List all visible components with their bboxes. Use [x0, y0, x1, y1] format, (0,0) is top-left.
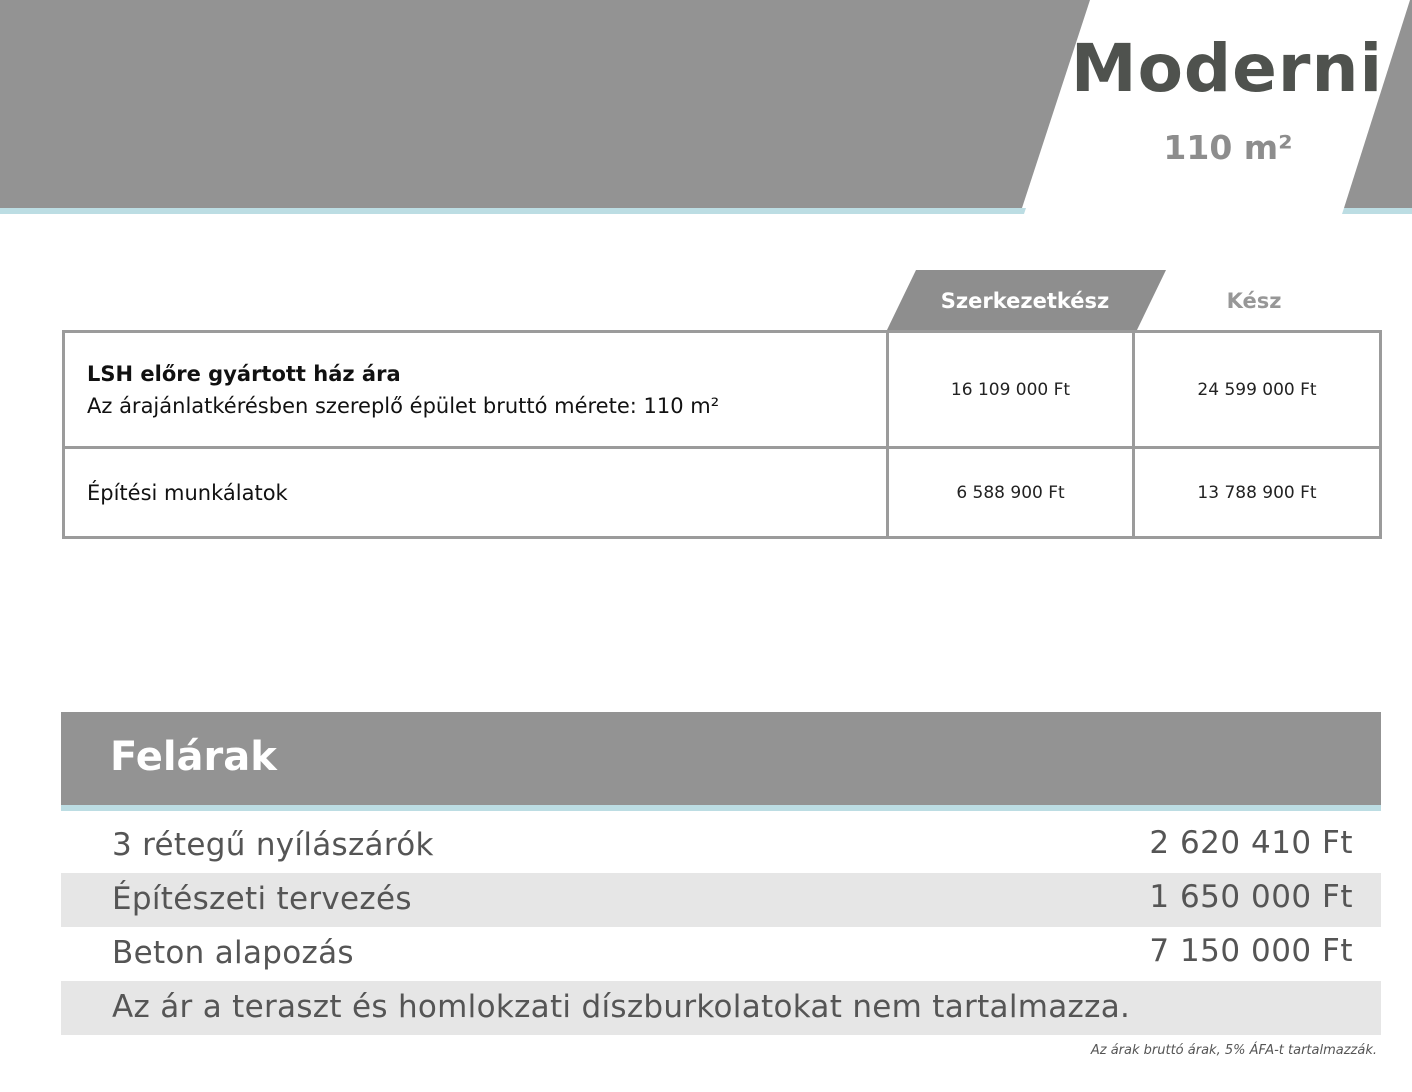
banner-left-shape — [0, 0, 1090, 208]
column-header-ready: Kész — [1226, 289, 1282, 313]
table-row — [64, 448, 1381, 538]
vat-footnote: Az árak bruttó árak, 5% ÁFA-t tartalmazzák. — [1090, 1043, 1377, 1058]
construction-work-label: Építési munkálatok — [64, 448, 888, 538]
construction-price-structural: 6 588 900 Ft — [888, 448, 1134, 538]
surcharge-row — [61, 819, 1381, 873]
construction-price-ready: 13 788 900 Ft — [1134, 448, 1381, 538]
surcharges-title: Felárak — [110, 734, 277, 780]
surcharge-note: Az ár a teraszt és homlokzati díszburkolatokat nem tartalmazza. — [112, 989, 1131, 1025]
surcharge-value: 2 620 410 Ft — [1149, 825, 1353, 861]
house-price-label: LSH előre gyártott ház ára — [87, 361, 401, 386]
banner-left-accent — [0, 208, 1026, 214]
banner-right-accent — [1342, 208, 1412, 214]
house-price-ready: 24 599 000 Ft — [1134, 332, 1381, 448]
table-row — [64, 332, 1381, 448]
price-table — [62, 330, 1382, 539]
house-price-structural: 16 109 000 Ft — [888, 332, 1134, 448]
table-cell-label — [64, 332, 888, 448]
house-size-note: Az árajánlatkérésben szereplő épület bruttó mérete: 110 m² — [87, 393, 720, 418]
column-header-structural: Szerkezetkész — [940, 289, 1110, 313]
surcharge-note-row — [61, 981, 1381, 1035]
surcharge-label: 3 rétegű nyílászárók — [112, 827, 434, 863]
surcharge-row — [61, 873, 1381, 927]
surcharges-header-accent — [61, 805, 1381, 811]
page-title: Moderni — [1070, 30, 1384, 107]
house-area: 110 m² — [1163, 128, 1293, 167]
surcharge-value: 7 150 000 Ft — [1149, 933, 1353, 969]
surcharge-label: Építészeti tervezés — [112, 881, 412, 917]
surcharge-label: Beton alapozás — [112, 935, 354, 971]
surcharge-value: 1 650 000 Ft — [1149, 879, 1353, 915]
surcharge-row — [61, 927, 1381, 981]
